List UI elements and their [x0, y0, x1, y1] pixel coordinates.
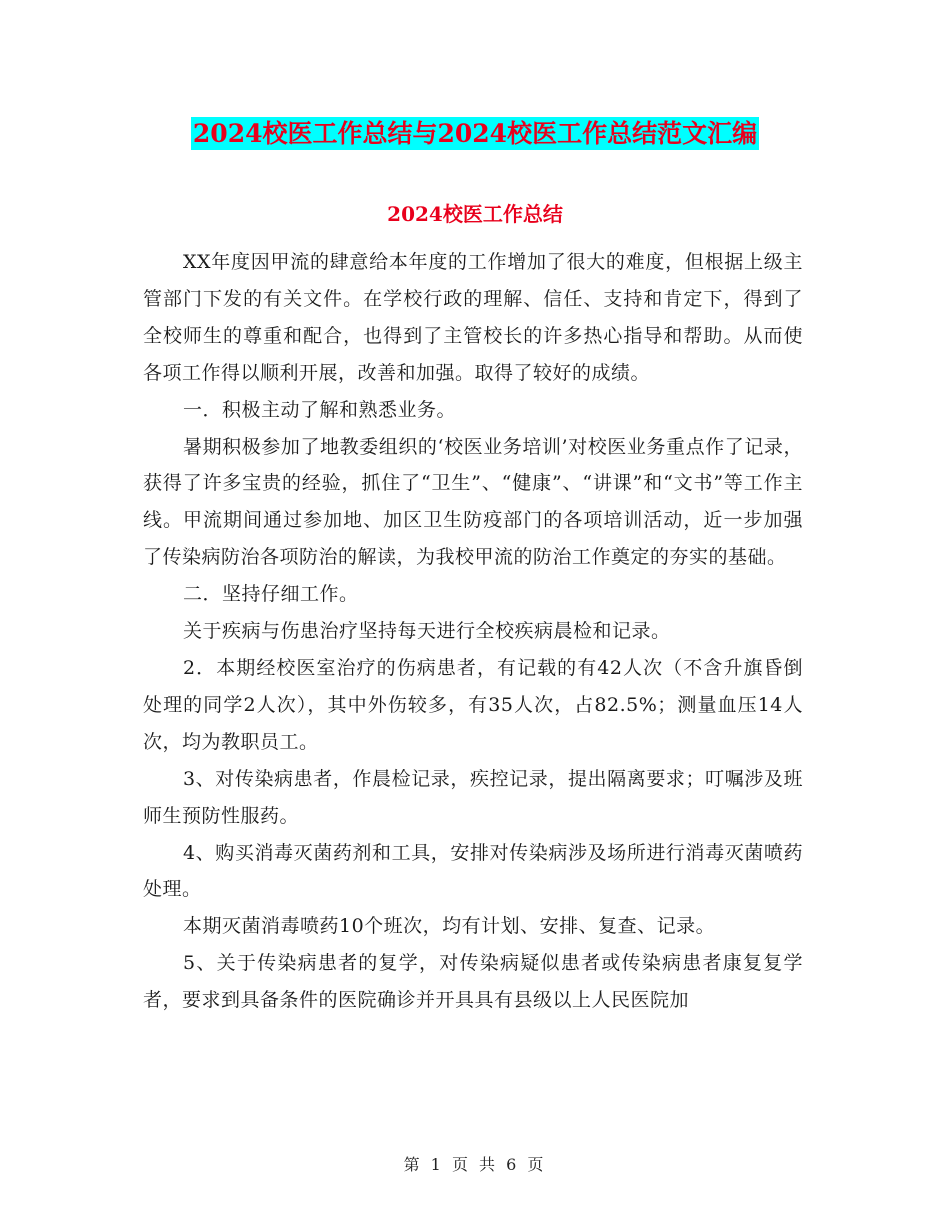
paragraph: 暑期积极参加了地教委组织的‘校医业务培训’对校医业务重点作了记录，获得了许多宝贵的经验，抓住了“卫生”、“健康”、“讲课”和“文书”等工作主线。甲流期间通过参加地、加区卫生防疫部门的各项培训活动，近一步加强了传染病防治各项防治的解读，为我校甲流的防治工作奠定的夯实的基础。	[143, 435, 803, 569]
page-footer: 第 1 页 共 6 页	[403, 1155, 547, 1174]
paragraph: 二．坚持仔细工作。	[183, 583, 359, 606]
paragraph: 5、关于传染病患者的复学，对传染病疑似患者或传染病患者康复复学者，要求到具备条件的医院确诊并开具具有县级以上人民医院加	[143, 952, 803, 1012]
main-title-highlight: 2024校医工作总结与2024校医工作总结范文汇编	[192, 119, 758, 148]
paragraph: 一．积极主动了解和熟悉业务。	[183, 398, 457, 421]
section-title: 2024校医工作总结	[387, 202, 563, 226]
paragraph: 3、对传染病患者，作晨检记录，疾控记录，提出隔离要求；叮嘱涉及班师生预防性服药。	[143, 767, 803, 827]
paragraph: 本期灭菌消毒喷药10个班次，均有计划、安排、复查、记录。	[183, 915, 716, 938]
paragraph: 关于疾病与伤患治疗坚持每天进行全校疾病晨检和记录。	[183, 620, 671, 643]
paragraph: XX年度因甲流的肆意给本年度的工作增加了很大的难度，但根据上级主管部门下发的有关文件。在学校行政的理解、信任、支持和肯定下，得到了全校师生的尊重和配合，也得到了主管校长的许多热心指导和帮助。从而使各项工作得以顺利开展，改善和加强。取得了较好的成绩。	[143, 251, 803, 384]
document-body	[143, 244, 803, 1019]
paragraph: 2．本期经校医室治疗的伤病患者，有记载的有42人次（不含升旗昏倒处理的同学2人次），其中外伤较多，有35人次，占82.5%；测量血压14人次，均为教职员工。	[143, 656, 803, 753]
paragraph: 4、购买消毒灭菌药剂和工具，安排对传染病涉及场所进行消毒灭菌喷药处理。	[143, 841, 803, 901]
document-main-title	[0, 112, 950, 152]
